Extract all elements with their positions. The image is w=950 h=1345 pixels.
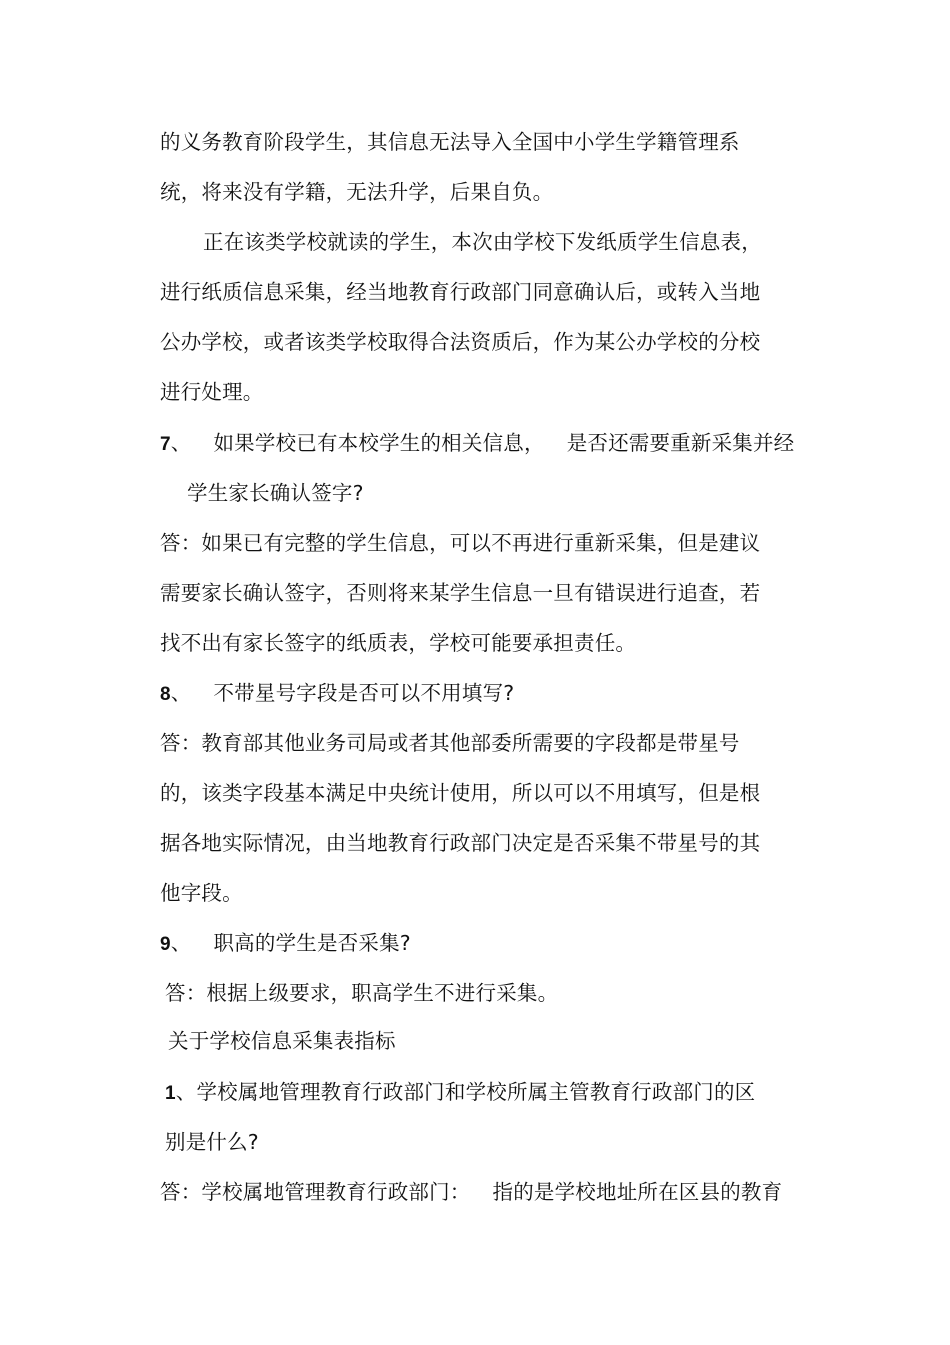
answer-line: 答：如果已有完整的学生信息，可以不再进行重新采集，但是建议 xyxy=(160,531,761,555)
question-mark: 、 xyxy=(175,1080,197,1104)
text-line: 进行纸质信息采集，经当地教育行政部门同意确认后，或转入当地 xyxy=(160,280,761,304)
text-line: 进行处理。 xyxy=(160,380,264,404)
answer-line: 答：教育部其他业务司局或者其他部委所需要的字段都是带星号 xyxy=(160,731,740,755)
text-line: 据各地实际情况，由当地教育行政部门决定是否采集不带星号的其 xyxy=(160,831,761,855)
question-mark: 、 xyxy=(170,931,192,955)
question-number: 7 xyxy=(160,434,171,455)
text-line: 找不出有家长签字的纸质表，学校可能要承担责任。 xyxy=(160,631,637,655)
question-7 xyxy=(160,430,794,458)
answer-text: 答：学校属地管理教育行政部门： xyxy=(160,1180,471,1204)
answer-line: 答：根据上级要求，职高学生不进行采集。 xyxy=(165,981,559,1005)
question-mark: 、 xyxy=(170,431,192,455)
question-mark: 、 xyxy=(170,681,192,705)
question-9 xyxy=(160,930,411,958)
text-line: 他字段。 xyxy=(160,881,243,905)
question-number: 8 xyxy=(160,684,171,705)
question-text-cont: 是否还需要重新采集并经 xyxy=(566,431,795,455)
question-8 xyxy=(160,680,514,708)
text-line: 学生家长确认签字? xyxy=(187,481,364,505)
question-text: 如果学校已有本校学生的相关信息， xyxy=(213,431,545,455)
text-line: 公办学校，或者该类学校取得合法资质后，作为某公办学校的分校 xyxy=(160,330,761,354)
text-line: 统，将来没有学籍，无法升学，后果自负。 xyxy=(160,180,554,204)
text-line: 的，该类字段基本满足中央统计使用，所以可以不用填写，但是根 xyxy=(160,781,761,805)
question-text: 职高的学生是否采集? xyxy=(213,931,411,955)
question-1 xyxy=(165,1079,755,1107)
text-line: 别是什么? xyxy=(165,1130,259,1154)
question-text: 学校属地管理教育行政部门和学校所属主管教育行政部门的区 xyxy=(196,1080,756,1104)
text-line: 需要家长确认签字，否则将来某学生信息一旦有错误进行追查，若 xyxy=(160,581,761,605)
section-heading: 关于学校信息采集表指标 xyxy=(168,1029,396,1053)
text-line: 的义务教育阶段学生，其信息无法导入全国中小学生学籍管理系 xyxy=(160,130,740,154)
answer-text-cont: 指的是学校地址所在区县的教育 xyxy=(492,1180,783,1204)
text-line: 正在该类学校就读的学生，本次由学校下发纸质学生信息表， xyxy=(203,230,762,254)
question-text: 不带星号字段是否可以不用填写? xyxy=(213,681,515,705)
answer-line xyxy=(160,1179,782,1205)
question-number: 9 xyxy=(160,934,171,955)
question-number: 1 xyxy=(165,1083,176,1104)
